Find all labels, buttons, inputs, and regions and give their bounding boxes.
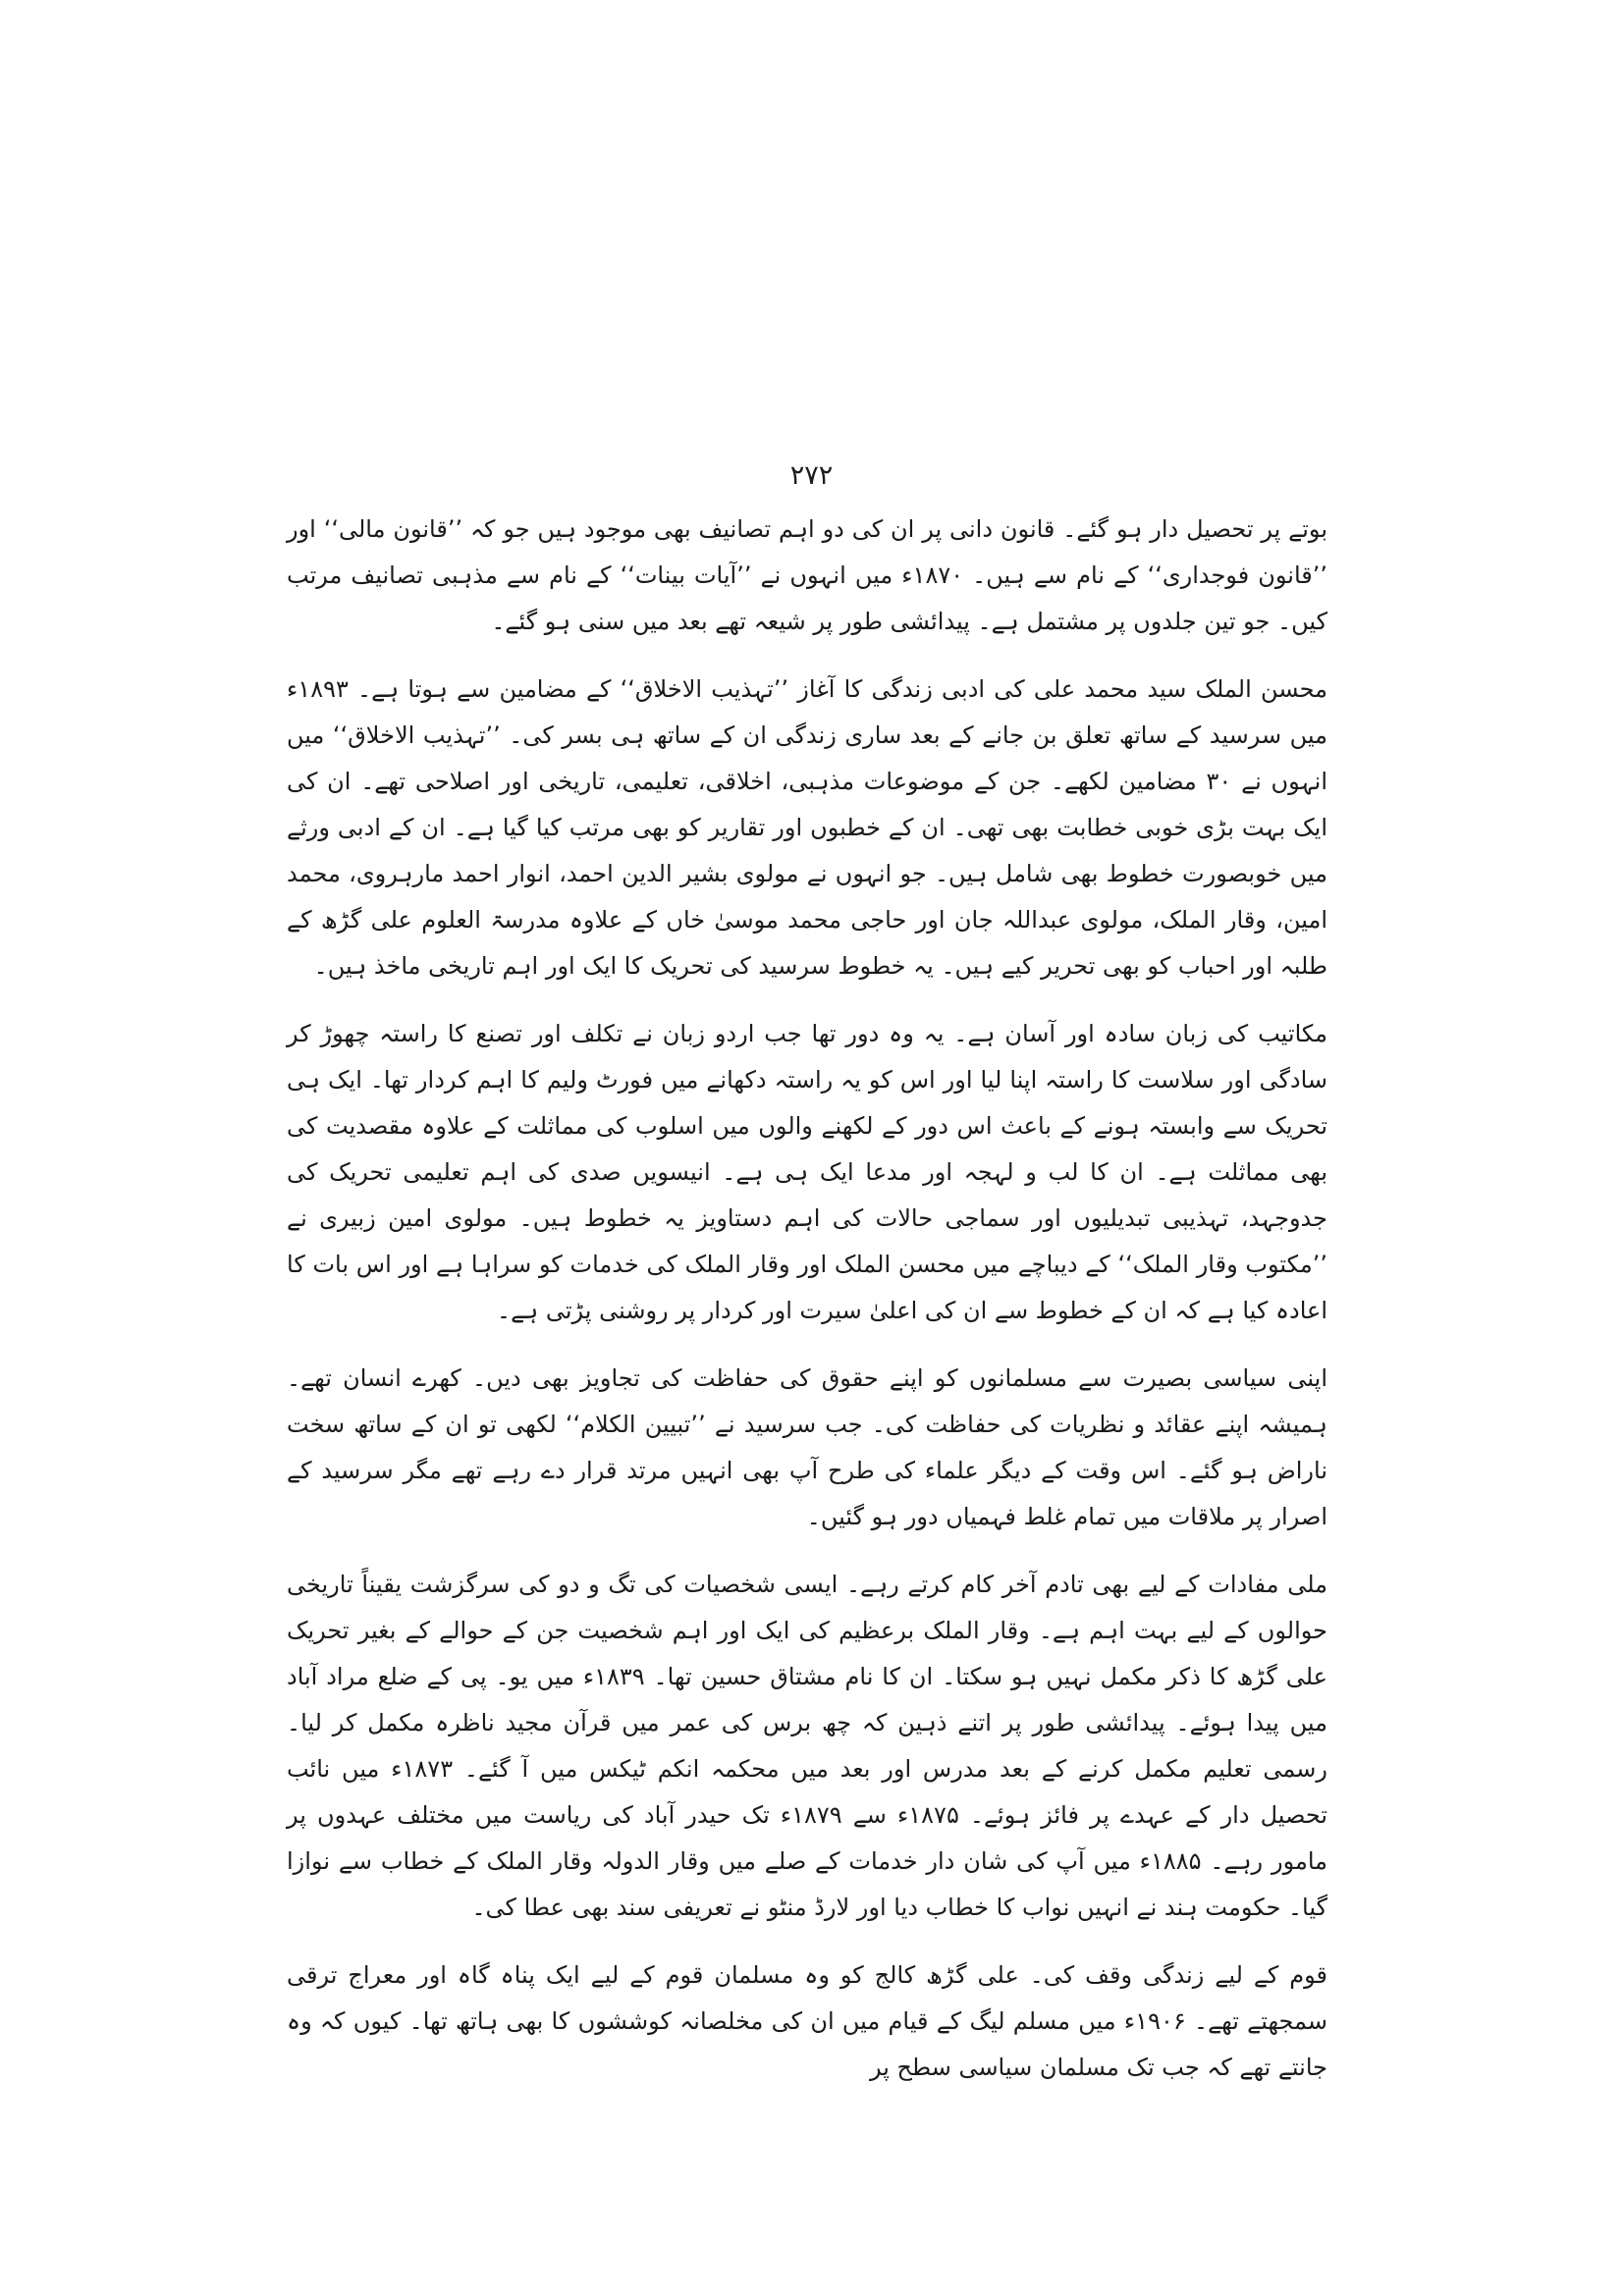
paragraph: اپنی سیاسی بصیرت سے مسلمانوں کو اپنے حقوق کی حفاظت کی تجاویز بھی دیں۔ کھرے انسان تھے۔ ہمیشہ اپنے عقائد و نظریات کی حفاظت کی۔ جب سرسید نے ’’تبیین الکلام‘‘ لکھی تو ان کے ساتھ سخت ناراض ہو گئے۔ اس وقت کے دیگر علماء کی طرح آپ بھی انہیں مرتد قرار دے رہے تھے مگر سرسید کے اصرار پر ملاقات میں تمام غلط فہمیاں دور ہو گئیں۔ (287, 1364, 1327, 1530)
body-text (287, 507, 1327, 2091)
paragraph: قوم کے لیے زندگی وقف کی۔ علی گڑھ کالج کو وہ مسلمان قوم کے لیے ایک پناہ گاہ اور معراج ترقی سمجھتے تھے۔ ۱۹۰۶ء میں مسلم لیگ کے قیام میں ان کی مخلصانہ کوششوں کا بھی ہاتھ تھا۔ کیوں کہ وہ جانتے تھے کہ جب تک مسلمان سیاسی سطح پر (287, 1961, 1327, 2081)
page-number: ۲۷۲ (789, 460, 834, 491)
paragraph: ملی مفادات کے لیے بھی تادم آخر کام کرتے رہے۔ ایسی شخصیات کی تگ و دو کی سرگزشت یقیناً تاریخی حوالوں کے لیے بہت اہم ہے۔ وقار الملک برعظیم کی ایک اور اہم شخصیت جن کے حوالے کے بغیر تحریک علی گڑھ کا ذکر مکمل نہیں ہو سکتا۔ ان کا نام مشتاق حسین تھا۔ ۱۸۳۹ء میں یو۔ پی کے ضلع مراد آباد میں پیدا ہوئے۔ پیدائشی طور پر اتنے ذہین کہ چھ برس کی عمر میں قرآن مجید ناظرہ مکمل کر لیا۔ رسمی تعلیم مکمل کرنے کے بعد مدرس اور بعد میں محکمہ انکم ٹیکس میں آ گئے۔ ۱۸۷۳ء میں نائب تحصیل دار کے عہدے پر فائز ہوئے۔ ۱۸۷۵ء سے ۱۸۷۹ء تک حیدر آباد کی ریاست میں مختلف عہدوں پر مامور رہے۔ ۱۸۸۵ء میں آپ کی شان دار خدمات کے صلے میں وقار الدولہ وقار الملک کے خطاب سے نوازا گیا۔ حکومت ہند نے انہیں نواب کا خطاب دیا اور لارڈ منٹو نے تعریفی سند بھی عطا کی۔ (287, 1571, 1328, 1921)
paragraph: محسن الملک سید محمد علی کی ادبی زندگی کا آغاز ’’تہذیب الاخلاق‘‘ کے مضامین سے ہوتا ہے۔ ۱۸۹۳ء میں سرسید کے ساتھ تعلق بن جانے کے بعد ساری زندگی ان کے ساتھ ہی بسر کی۔ ’’تہذیب الاخلاق‘‘ میں انہوں نے ۳۰ مضامین لکھے۔ جن کے موضوعات مذہبی، اخلاقی، تعلیمی، تاریخی اور اصلاحی تھے۔ ان کی ایک بہت بڑی خوبی خطابت بھی تھی۔ ان کے خطبوں اور تقاریر کو بھی مرتب کیا گیا ہے۔ ان کے ادبی ورثے میں خوبصورت خطوط بھی شامل ہیں۔ جو انہوں نے مولوی بشیر الدین احمد، انوار احمد مارہروی، محمد امین، وقار الملک، مولوی عبداللہ جان اور حاجی محمد موسیٰ خاں کے علاوہ مدرسۃ العلوم علی گڑھ کے طلبہ اور احباب کو بھی تحریر کیے ہیں۔ یہ خطوط سرسید کی تحریک کا ایک اور اہم تاریخی ماخذ ہیں۔ (287, 675, 1327, 980)
paragraph: بوتے پر تحصیل دار ہو گئے۔ قانون دانی پر ان کی دو اہم تصانیف بھی موجود ہیں جو کہ ’’قانون مالی‘‘ اور ’’قانون فوجداری‘‘ کے نام سے ہیں۔ ۱۸۷۰ء میں انہوں نے ’’آیات بینات‘‘ کے نام سے مذہبی تصانیف مرتب کیں۔ جو تین جلدوں پر مشتمل ہے۔ پیدائشی طور پر شیعہ تھے بعد میں سنی ہو گئے۔ (287, 515, 1327, 635)
paragraph: مکاتیب کی زبان سادہ اور آسان ہے۔ یہ وہ دور تھا جب اردو زبان نے تکلف اور تصنع کا راستہ چھوڑ کر سادگی اور سلاست کا راستہ اپنا لیا اور اس کو یہ راستہ دکھانے میں فورٹ ولیم کا اہم کردار تھا۔ ایک ہی تحریک سے وابستہ ہونے کے باعث اس دور کے لکھنے والوں میں اسلوب کی مماثلت کے علاوہ مقصدیت کی بھی مماثلت ہے۔ ان کا لب و لہجہ اور مدعا ایک ہی ہے۔ انیسویں صدی کی اہم تعلیمی تحریک کی جدوجہد، تہذیبی تبدیلیوں اور سماجی حالات کی اہم دستاویز یہ خطوط ہیں۔ مولوی امین زبیری نے ’’مکتوب وقار الملک‘‘ کے دیباچے میں محسن الملک اور وقار الملک کی خدمات کو سراہا ہے اور اس بات کا اعادہ کیا ہے کہ ان کے خطوط سے ان کی اعلیٰ سیرت اور کردار پر روشنی پڑتی ہے۔ (287, 1020, 1327, 1324)
